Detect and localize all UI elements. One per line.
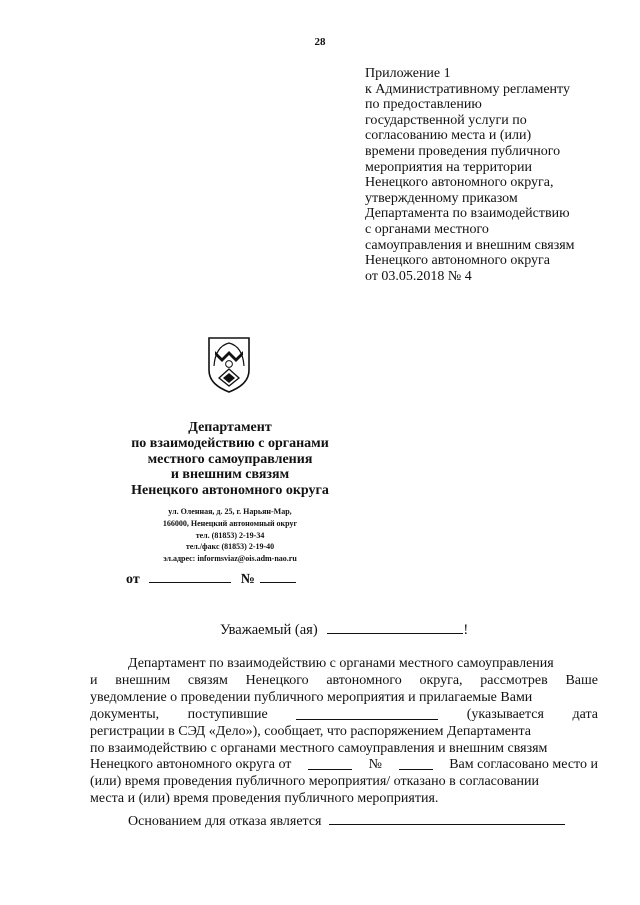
body-word: № <box>368 757 382 773</box>
body-word: дата <box>572 706 598 722</box>
body-word: и <box>90 672 98 688</box>
contact-postal: 166000, Ненецкий автономный округ <box>162 518 298 528</box>
body-line-text: уведомление о проведении публичного мероприятия и прилагаемые Вами <box>90 689 533 705</box>
department-line: Департамент <box>188 420 272 435</box>
body-line-text: регистрации в СЭД «Дело»), сообщает, что распоряжением Департамента <box>90 723 532 739</box>
department-line: и внешним связям <box>170 467 290 483</box>
appendix-header <box>365 66 625 284</box>
body-line <box>90 707 598 724</box>
appendix-line: Приложение 1 <box>365 66 451 81</box>
body-word: Ваше <box>565 672 598 688</box>
body-line <box>90 724 598 741</box>
contact-fax: тел./факс (81853) 2-19-40 <box>185 542 275 552</box>
number-label: № <box>240 572 255 587</box>
registration-line <box>126 570 296 588</box>
refusal-basis <box>128 812 565 830</box>
body-line <box>90 741 598 758</box>
body-line <box>90 690 598 707</box>
greeting <box>220 621 468 639</box>
body-word: Ненецкого <box>245 672 309 688</box>
greeting-end: ! <box>463 622 469 638</box>
department-line: по взаимодействию с органами <box>131 435 329 451</box>
page-number: 28 <box>314 36 326 48</box>
appendix-line: Ненецкого автономного округа <box>365 253 550 269</box>
receipt-date-blank[interactable] <box>296 707 438 720</box>
order-number-blank[interactable] <box>399 757 433 770</box>
appendix-line: с органами местного <box>365 221 489 237</box>
body-word: автономного <box>326 672 402 688</box>
body-line <box>90 774 598 791</box>
body-line-text: Департамент по взаимодействию с органами местного самоуправления <box>128 656 554 671</box>
body-word: внешним <box>115 672 171 688</box>
refusal-basis-text: Основанием для отказа является <box>128 814 322 829</box>
body-word: связям <box>187 672 228 688</box>
addressee-blank[interactable] <box>327 621 463 634</box>
appendix-line: к Административному регламенту <box>365 81 570 97</box>
appendix-line: мероприятия на территории <box>365 159 532 175</box>
letter-body <box>90 656 598 808</box>
body-line <box>90 673 598 690</box>
body-line <box>90 757 598 774</box>
contact-address: ул. Оленная, д. 25, г. Нарьян-Мар, <box>168 507 292 516</box>
contact-email: эл.адрес: informsviaz@ois.adm-nao.ru <box>163 554 297 564</box>
refusal-reason-blank[interactable] <box>329 812 565 825</box>
body-line <box>90 791 598 808</box>
body-word: Ненецкого автономного округа от <box>90 757 292 773</box>
order-date-blank[interactable] <box>308 757 352 770</box>
department-contacts <box>100 506 360 565</box>
date-blank[interactable] <box>149 570 231 583</box>
appendix-line: Департамента по взаимодействию <box>365 206 570 222</box>
appendix-line: согласованию места и (или) <box>365 128 532 144</box>
number-blank[interactable] <box>260 570 296 583</box>
body-word: документы, <box>90 706 160 722</box>
department-line: Ненецкого автономного округа <box>131 483 329 499</box>
body-line-text: по взаимодействию с органами местного самоуправления и внешним связям <box>90 740 548 756</box>
body-word: Вам согласовано место и <box>449 757 598 773</box>
department-line: местного самоуправления <box>147 451 313 467</box>
body-word: поступившие <box>187 706 268 722</box>
appendix-line: по предоставлению <box>365 97 482 113</box>
department-name <box>100 420 360 499</box>
body-line <box>90 656 598 673</box>
appendix-line: Ненецкого автономного округа, <box>365 175 554 191</box>
coat-of-arms-icon <box>207 336 251 394</box>
body-word: округа, <box>419 672 463 688</box>
body-word: рассмотрев <box>480 672 548 688</box>
body-line-text: места и (или) время проведения публичного мероприятия. <box>90 791 439 807</box>
appendix-line: утвержденному приказом <box>365 190 518 206</box>
date-label: от <box>126 572 140 587</box>
appendix-line: государственной услуги по <box>365 112 527 128</box>
contact-phone: тел. (81853) 2-19-34 <box>195 530 265 540</box>
appendix-line: от 03.05.2018 № 4 <box>365 268 472 284</box>
appendix-line: времени проведения публичного <box>365 143 561 159</box>
appendix-line: самоуправления и внешним связям <box>365 237 575 253</box>
greeting-text: Уважаемый (ая) <box>220 622 318 638</box>
body-word: (указывается <box>466 706 544 722</box>
body-line-text: (или) время проведения публичного мероприятия/ отказано в согласовании <box>90 774 540 790</box>
